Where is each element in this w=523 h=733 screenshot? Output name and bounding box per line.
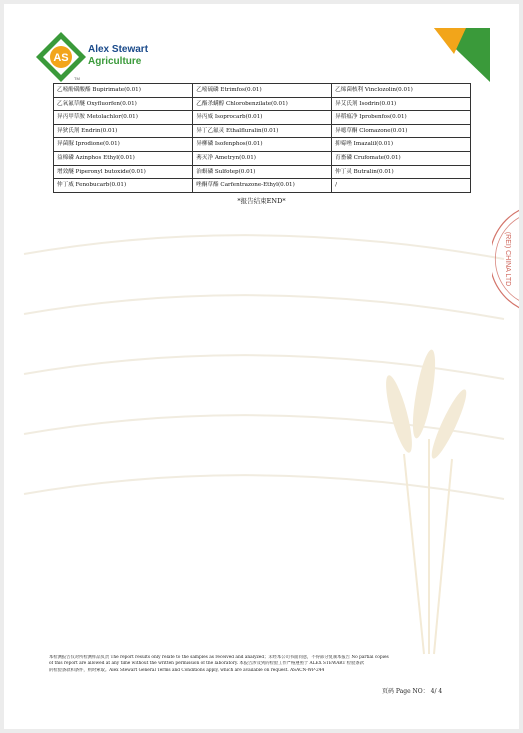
table-cell: 仲丁灵 Butralin(0.01) (332, 165, 471, 179)
brand-name: Alex Stewart (88, 44, 149, 55)
company-seal (492, 204, 519, 314)
table-cell: 乙氧氟草醚 Oxyfluorfen(0.01) (54, 97, 193, 111)
report-header (4, 4, 519, 82)
table-row (54, 165, 471, 179)
table-row (54, 124, 471, 138)
table-cell: 莠灭净 Ametryn(0.01) (193, 151, 332, 165)
table-cell: 异噁草酮 Clomazone(0.01) (332, 124, 471, 138)
report-disclaimer (49, 655, 469, 674)
table-cell: 乙酯杀螨醇 Chlorobenzilate(0.01) (193, 97, 332, 111)
brand-subtitle: Agriculture (88, 56, 142, 67)
disclaimer-line: 本检测报告仅对所检测样品负责 The report results only relate to the samples as received and analyzed；未经本公司书面同意，不得部分复制本报告 No partial copies (49, 655, 389, 660)
table-cell: 异丙威 Isoprocarb(0.01) (193, 111, 332, 125)
table-cell: 育畜磷 Crufomate(0.01) (332, 151, 471, 165)
table-cell: 异艾氏剂 Isodrin(0.01) (332, 97, 471, 111)
table-cell: 乙烯菌核利 Vinclozolin(0.01) (332, 84, 471, 98)
table-row (54, 84, 471, 98)
table-row (54, 179, 471, 193)
table-cell: 乙嘧硫磷 Etrimfos(0.01) (193, 84, 332, 98)
table-cell: 异丙甲草胺 Metolachlor(0.01) (54, 111, 193, 125)
table-row (54, 138, 471, 152)
table-cell: 仲丁威 Fenobucarb(0.01) (54, 179, 193, 193)
logo-monogram: AS (53, 52, 69, 64)
table-row (54, 97, 471, 111)
disclaimer-line: 的检验条款和条件，则时索取。Alex Stewart General Terms and Conditions apply, which are available on request. ASACN-WP-244 (49, 667, 325, 673)
table-cell: 异丁乙氟灵 Ethalfluralin(0.01) (193, 124, 332, 138)
table-cell: 异狄氏剂 Endrin(0.01) (54, 124, 193, 138)
page-number-label: 页码 Page NO： (382, 688, 429, 695)
table-cell: 益棉磷 Azinphos Ethyl(0.01) (54, 151, 193, 165)
alex-stewart-logo-icon (34, 30, 88, 84)
table-cell: 抑霉唑 Imazalil(0.01) (332, 138, 471, 152)
table-cell: 异菌脲 Iprodione(0.01) (54, 138, 193, 152)
logo-trademark: TM (74, 76, 80, 81)
table-cell: / (332, 179, 471, 193)
table-row (54, 151, 471, 165)
table-cell: 异柳磷 Isofenphos(0.01) (193, 138, 332, 152)
report-end-note: *报告结束END* (237, 197, 286, 205)
table-cell: 增效醚 Piperonyl butoxide(0.01) (54, 165, 193, 179)
seal-text: (REI) CHINA LTD (504, 231, 511, 287)
table-cell: 治螟磷 Sulfotep(0.01) (193, 165, 332, 179)
disclaimer-line: of this report are allowed at any time without the written permission of the laboratory. 本报告涉及到的检验工作严格遵照于 ALEX STEWART 检验条款 (49, 661, 364, 667)
table-cell: 唑酮草酯 Carfentrazone-Ethyl(0.01) (193, 179, 332, 193)
table-cell: 异稻瘟净 Iprobenfos(0.01) (332, 111, 471, 125)
wheat-watermark-icon (4, 214, 519, 664)
page-number (382, 686, 442, 695)
page-number-value: 4/ 4 (430, 688, 443, 695)
pesticide-table (53, 83, 471, 193)
table-row (54, 111, 471, 125)
corner-decoration-icon (434, 28, 490, 82)
table-cell: 乙嘧酚磺酸酯 Bupirimate(0.01) (54, 84, 193, 98)
report-page (4, 4, 519, 729)
